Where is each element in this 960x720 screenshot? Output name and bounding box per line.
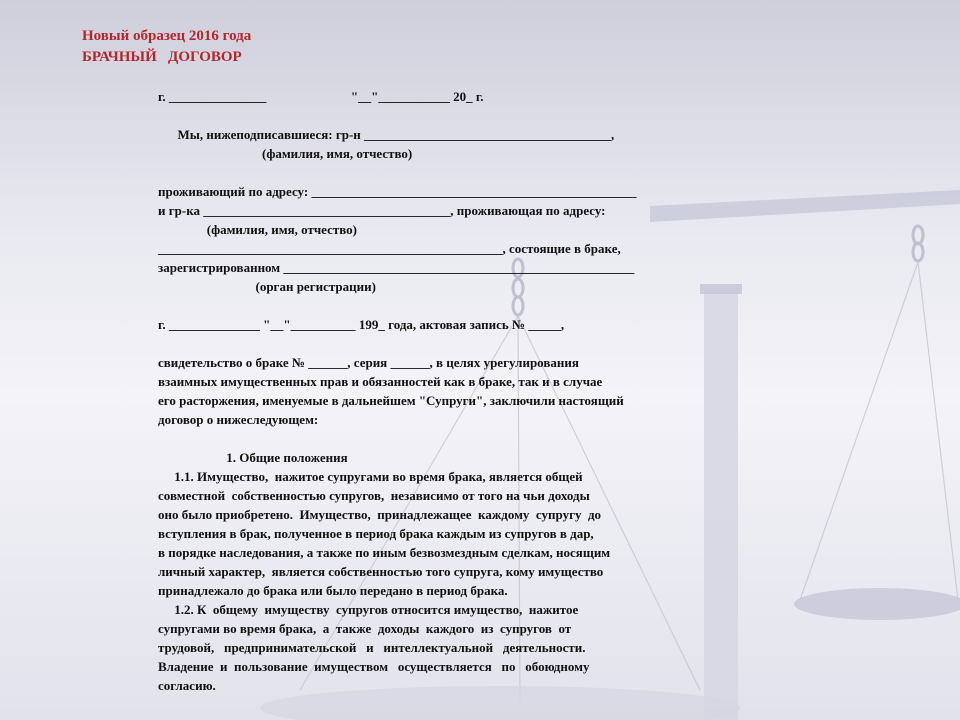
contract-line — [158, 429, 738, 448]
contract-line: (фамилия, имя, отчество) — [158, 222, 358, 237]
contract-line: личный характер, является собственностью того супруга, кому имущество — [158, 564, 604, 579]
contract-line: и гр-ка ______________________________________, проживающая по адресу: — [158, 203, 606, 218]
contract-body — [158, 87, 738, 695]
contract-line: в порядке наследования, а также по иным безвозмездным сделкам, носящим — [158, 545, 611, 560]
contract-line — [158, 296, 738, 315]
contract-line: оно было приобретено. Имущество, принадлежащее каждому супругу до — [158, 507, 602, 522]
contract-line: _____________________________________________________, состоящие в браке, — [158, 241, 621, 256]
contract-line: 1.1. Имущество, нажитое супругами во время брака, является общей — [158, 469, 583, 484]
contract-line: Мы, нижеподписавшиеся: гр-н ______________________________________, — [158, 127, 615, 142]
contract-line: свидетельство о браке № ______, серия ______, в целях урегулирования — [158, 355, 579, 370]
contract-line — [158, 163, 738, 182]
contract-line: супругами во время брака, а также доходы каждого из супругов от — [158, 621, 572, 636]
contract-line: совместной собственностью супругов, независимо от того на чьи доходы — [158, 488, 590, 503]
contract-line — [158, 106, 738, 125]
contract-line: взаимных имущественных прав и обязанностей как в браке, так и в случае — [158, 374, 603, 389]
document-title: БРАЧНЫЙ ДОГОВОР — [82, 49, 242, 65]
contract-line: (орган регистрации) — [158, 279, 376, 294]
contract-line: г. ______________ "__"__________ 199_ года, актовая запись № _____, — [158, 317, 565, 332]
document-subtitle: Новый образец 2016 года — [82, 28, 252, 44]
contract-line: вступления в брак, полученное в период брака каждым из супругов в дар, — [158, 526, 594, 541]
contract-line: Владение и пользование имуществом осуществляется по обоюдному — [158, 659, 590, 674]
contract-line: проживающий по адресу: __________________________________________________ — [158, 184, 637, 199]
contract-line: его расторжения, именуемые в дальнейшем "Супруги", заключили настоящий — [158, 393, 624, 408]
contract-line: принадлежало до брака или было передано в период брака. — [158, 583, 508, 598]
contract-line: 1. Общие положения — [158, 450, 348, 465]
contract-line — [158, 334, 738, 353]
contract-line: зарегистрированном ______________________________________________________ — [158, 260, 635, 275]
contract-line: г. _______________ "__"___________ 20_ г. — [158, 89, 484, 104]
contract-line: 1.2. К общему имуществу супругов относится имущество, нажитое — [158, 602, 579, 617]
contract-line: договор о нижеследующем: — [158, 412, 319, 427]
contract-line: трудовой, предпринимательской и интеллектуальной деятельности. — [158, 640, 586, 655]
contract-line: (фамилия, имя, отчество) — [158, 146, 413, 161]
contract-line: согласию. — [158, 678, 216, 693]
